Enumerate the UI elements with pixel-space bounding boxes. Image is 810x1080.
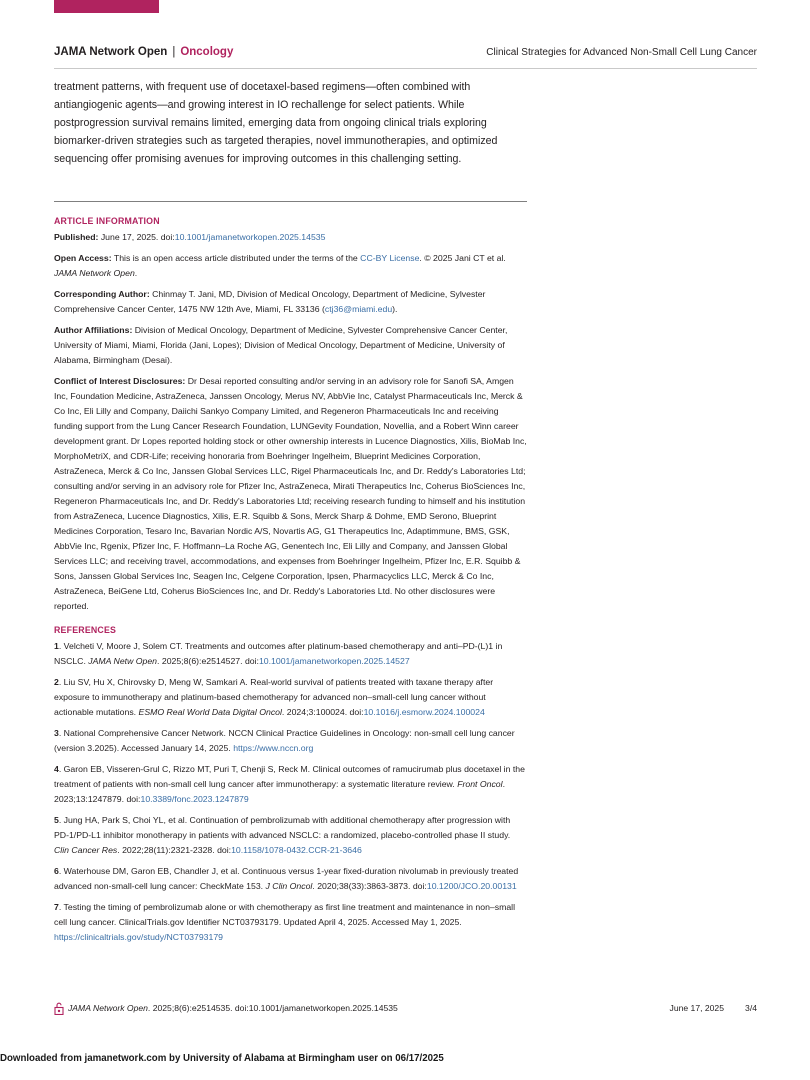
journal-name-header [54, 46, 233, 58]
reference-journal: Clin Cancer Res [54, 845, 118, 855]
reference-number: 4 [54, 764, 59, 774]
open-access-journal: JAMA Network Open [54, 268, 135, 278]
footer-citation [68, 1003, 398, 1013]
open-access-text: This is an open access article distributed under the terms of the [113, 253, 358, 263]
author-affiliations-line [54, 323, 527, 368]
corresponding-text: Chinmay T. Jani, MD, Division of Medical Oncology, Department of Medicine, Sylvester Comprehensive Cancer Center, 1475 NW 12th Ave, Miami, FL 33136 ( [54, 289, 486, 314]
reference-item [54, 864, 527, 894]
running-title: Clinical Strategies for Advanced Non-Small Cell Lung Cancer [486, 47, 757, 58]
reference-journal: J Clin Oncol [265, 881, 313, 891]
reference-number: 2 [54, 677, 59, 687]
top-accent-bar [54, 0, 159, 13]
reference-item [54, 726, 527, 756]
reference-cite: . 2024;3:100024. doi: [281, 707, 364, 717]
corresponding-end: ). [392, 304, 398, 314]
reference-cite: . 2023;13:1247879. doi: [54, 779, 505, 804]
article-info-title: ARTICLE INFORMATION [54, 216, 160, 226]
reference-link[interactable]: https://clinicaltrials.gov/study/NCT03793179 [54, 932, 224, 942]
corresponding-label: Corresponding Author: [54, 289, 150, 299]
corresponding-author-line [54, 287, 527, 317]
open-access-line [54, 251, 527, 281]
reference-number: 6 [54, 866, 59, 876]
footer-journal: JAMA Network Open [68, 1003, 148, 1013]
affiliations-label: Author Affiliations: [54, 325, 133, 335]
reference-text: . Velcheti V, Moore J, Solem CT. Treatments and outcomes after platinum-based chemotherapy and anti–PD-(L)1 in NSCLC. [54, 641, 503, 666]
corresponding-email-link[interactable]: ctj36@miami.edu [324, 304, 393, 314]
reference-text: . Liu SV, Hu X, Chirovsky D, Meng W, Samkari A. Real-world survival of patients treated with taxane therapy after exposure to immunotherapy and platinum-based chemotherapy for advanced non–small-cell lung cancer without actionable mutations. [54, 677, 494, 717]
conflict-label: Conflict of Interest Disclosures: [54, 376, 186, 386]
page-footer [54, 1002, 757, 1016]
reference-link[interactable]: 10.1158/1078-0432.CCR-21-3646 [231, 845, 362, 855]
reference-text: . Waterhouse DM, Garon EB, Chandler J, et al. Continuous versus 1-year fixed-duration nivolumab in previously treated advanced non-small-cell lung cancer: CheckMate 153. [54, 866, 519, 891]
intro-paragraph [54, 78, 529, 168]
journal-name: JAMA Network Open [54, 46, 168, 58]
download-notice: Downloaded from jamanetwork.com by University of Alabama at Birmingham user on 06/17/2025 [0, 1053, 444, 1064]
reference-number: 1 [54, 641, 59, 651]
reference-cite: . 2020;38(33):3863-3873. doi: [312, 881, 427, 891]
reference-text: . Garon EB, Visseren-Grul C, Rizzo MT, Puri T, Chenji S, Reck M. Clinical outcomes of ramucirumab plus docetaxel in the treatment of patients with non-small cell lung cancer after immunotherapy: a systematic literature review. [54, 764, 525, 789]
reference-journal: Front Oncol [457, 779, 503, 789]
reference-item [54, 675, 527, 720]
reference-item [54, 813, 527, 858]
reference-cite: . 2025;8(6):e2514527. doi: [157, 656, 259, 666]
reference-number: 3 [54, 728, 59, 738]
conflict-text: Dr Desai reported consulting and/or serving in an advisory role for Sanofi SA, Amgen Inc, Foundation Medicine, AstraZeneca, Janssen Oncology, Merus NV, AbbVie Inc, Catalyst Pharmaceuticals Inc, Merck & Co Inc, Eli Lilly and Company, Daiichi Sankyo Company Limited, and Regeneron Pharmaceuticals Inc and receiving funding support from the Lung Cancer Research Foundation, LUNGevity Foundation, Novellia, and a Robert Winn career development grant. Dr Lopes reported holding stock or other ownership interests in Lucence Diagnostics, Xilis, BioMab Inc, MorphoMetriX, and CDR-Life; receiving honoraria from Boehringer Ingelheim, Blueprint Medicines Corporation, AstraZeneca, Merck & Co Inc, Janssen Global Services LLC, Rigel Pharmaceuticals Inc, and Dr. Reddy's Laboratories Ltd; consulting and/or serving in an advisory role for Pfizer Inc, AstraZeneca, Mirati Therapeutics Inc, Coherus BioSciences Inc, Regeneron Pharmaceuticals Inc, and Dr. Reddy's Laboratories Ltd; receiving research funding to himself and his institution from AstraZeneca, Lucence Diagnostics, Xilis, E.R. Squibb & Sons, Merck Sharp & Dohme, EMD Serono, Blueprint Medicines Corporation, Tesaro Inc, Bavarian Nordic A/S, Novartis AG, G1 Therapeutics Inc, Adaptimmune, BMS, GSK, AbbVie Inc, Rgenix, Pfizer Inc, F. Hoffmann–La Roche AG, Genentech Inc, Eli Lilly and Company, and Janssen Global Services LLC; and receiving travel, accommodations, and expenses from Boehringer Ingelheim, Pfizer Inc, E.R. Squibb & Sons, Janssen Global Services Inc, Seagen Inc, Celgene Corporation, Ipsen, Pharmacyclics LLC, Merck & Co Inc, AstraZeneca, BeiGene Ltd, Coherus BioSciences Inc, and Dr. Reddy's Laboratories Ltd. No other disclosures were reported. [54, 376, 527, 611]
affiliations-text: Division of Medical Oncology, Department of Medicine, Sylvester Comprehensive Cancer Center, University of Miami, Miami, Florida (Jani, Lopes); Division of Medical Oncology, Department of Medicine, University of Alabama, Birmingham (Desai). [54, 325, 508, 365]
reference-journal: JAMA Netw Open [88, 656, 158, 666]
reference-journal: ESMO Real World Data Digital Oncol [138, 707, 282, 717]
open-access-end: . [134, 268, 138, 278]
published-doi-link[interactable]: 10.1001/jamanetworkopen.2025.14535 [174, 232, 326, 242]
reference-text: . National Comprehensive Cancer Network. NCCN Clinical Practice Guidelines in Oncology: non-small cell lung cancer (version 3.2025). Accessed January 14, 2025. [54, 728, 515, 753]
footer-citation-text: . 2025;8(6):e2514535. doi:10.1001/jamanetworkopen.2025.14535 [147, 1003, 398, 1013]
section-divider [54, 201, 527, 202]
reference-number: 5 [54, 815, 59, 825]
published-text: June 17, 2025. doi: [100, 232, 175, 242]
reference-link[interactable]: 10.3389/fonc.2023.1247879 [140, 794, 249, 804]
open-access-icon [54, 1002, 64, 1017]
reference-link[interactable]: https://www.nccn.org [233, 743, 314, 753]
reference-number: 7 [54, 902, 59, 912]
header-separator: | [172, 46, 176, 58]
reference-item [54, 762, 527, 807]
reference-text: . Jung HA, Park S, Choi YL, et al. Continuation of pembrolizumab with additional chemotherapy after progression with PD-1/PD-L1 inhibitor monotherapy in patients with advanced NSCLC: a randomized, placebo-controlled phase II study. [54, 815, 511, 840]
section-name: Oncology [180, 46, 234, 58]
open-access-copyright: . © 2025 Jani CT et al. [419, 253, 506, 263]
published-line [54, 230, 527, 245]
page-number: 3/4 [745, 1003, 757, 1013]
cc-by-license-link[interactable]: CC-BY License [360, 253, 420, 263]
references-section [54, 623, 527, 945]
intro-text: treatment patterns, with frequent use of docetaxel-based regimens—often combined with antiangiogenic agents—and growing interest in IO rechallenge for select patients. While postprogression survival remains limited, emerging data from ongoing clinical trials exploring biomarker-driven strategies such as targeted therapies, novel immunotherapies, and optimized sequencing offer promising avenues for improving outcomes in this challenging setting. [54, 81, 498, 165]
reference-text: . Testing the timing of pembrolizumab alone or with chemotherapy as first line treatment and maintenance in non–small cell lung cancer. ClinicalTrials.gov Identifier NCT03793179. Updated April 4, 2025. Accessed May 1, 2025. [54, 902, 516, 927]
reference-item [54, 639, 527, 669]
published-label: Published: [54, 232, 99, 242]
footer-date: June 17, 2025 [669, 1003, 724, 1013]
reference-item [54, 900, 527, 945]
article-information [54, 214, 527, 951]
references-title: REFERENCES [54, 625, 117, 635]
conflict-disclosures-line [54, 374, 527, 614]
open-access-label: Open Access: [54, 253, 112, 263]
page-header [54, 46, 757, 69]
reference-link[interactable]: 10.1016/j.esmorw.2024.100024 [363, 707, 485, 717]
reference-link[interactable]: 10.1200/JCO.20.00131 [426, 881, 517, 891]
reference-cite: . 2022;28(11):2321-2328. doi: [117, 845, 232, 855]
reference-link[interactable]: 10.1001/jamanetworkopen.2025.14527 [258, 656, 410, 666]
